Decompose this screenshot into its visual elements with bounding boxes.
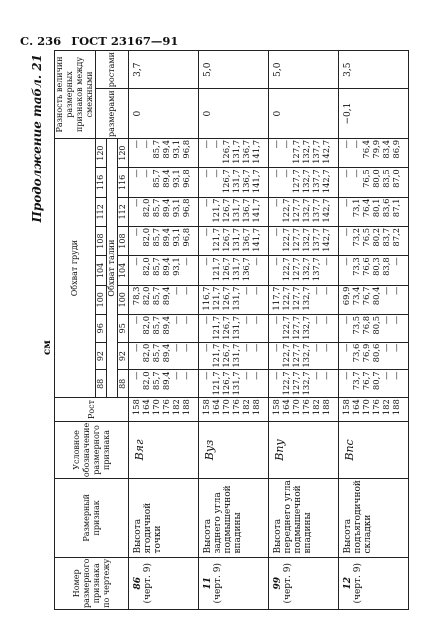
row-value-col-8: — — 126,7 131,7 136,7 141,7 [199,138,269,167]
col-hip: Обхват талии [107,138,118,397]
row-value-col-8: — — 85,7 89,4 93,1 96,8 [129,138,199,167]
hip-col-6: 112 [118,197,129,226]
row-value-col-1: — 73,6 76,9 80,6 — — [339,342,409,370]
row-diff-sizes: −0,1 [339,89,409,139]
chest-col-7: 116 [96,168,107,197]
row-number-value: 99 [273,577,283,590]
row-value-col-1: — 121,7 126,7 131,7 — — [199,342,269,370]
table-continuation: Продолжение табл. 21 [30,54,44,223]
row-value-col-6: — 73,1 76,4 80,1 83,6 87,1 [339,197,409,226]
row-number-sub: (черт. 9) [353,563,363,604]
col-diff-sizes: размерами [96,89,129,139]
row-number [269,557,339,609]
row-number-value: 12 [343,577,353,590]
table-row [269,51,339,610]
col-number: Номер размерного признака по чертежу [55,557,129,609]
chest-col-8: 120 [96,138,107,167]
hip-col-0: 88 [118,370,129,398]
row-value-col-7: — — 85,7 89,4 93,1 96,8 [129,168,199,197]
dimension-table [54,50,409,610]
chest-col-2: 96 [96,314,107,342]
chest-col-5: 108 [96,226,107,255]
row-value-col-7: — — 126,7 131,7 136,7 141,7 [199,168,269,197]
row-value-col-6: — 82,0 85,7 89,4 93,1 96,8 [129,197,199,226]
hip-col-2: 95 [118,314,129,342]
row-feature: Высота заднего угла подмышечной впадины [199,479,269,557]
col-feature: Размерный признак [55,479,129,557]
row-number [339,557,409,609]
page-number: С. 236 [20,34,62,48]
row-value-col-0: — 82,0 85,7 89,4 — — [129,370,199,398]
row-value-col-1: — 122,7 127,7 132,7 — — [269,342,339,370]
row-value-col-6: — 121,7 126,7 131,7 136,7 141,7 [199,197,269,226]
row-value-col-3: 116,7 121,7 126,7 131,7 — — [199,285,269,314]
row-value-col-2: — 82,0 85,7 89,4 — — [129,314,199,342]
row-value-col-2: — 121,7 126,7 131,7 — — [199,314,269,342]
row-number [199,557,269,609]
rotated-page [30,50,401,610]
row-symbol: Впс [339,421,409,478]
col-diff-heights: ростами [96,51,129,89]
row-value-col-0: — 121,7 126,7 131,7 — — [199,370,269,398]
row-value-col-0: — 122,7 127,7 132,7 — — [269,370,339,398]
table-row [129,51,199,610]
page-header [20,34,184,48]
hip-col-1: 92 [118,342,129,370]
row-feature: Высота ягодичной точки [129,479,199,557]
col-height: Рост [55,398,129,422]
row-value-col-4: — 73,3 76,6 80,3 83,8 — [339,256,409,285]
row-value-col-7: — — 76,5 80,0 83,5 87,0 [339,168,409,197]
row-value-col-5: — 73,2 76,5 80,2 83,7 87,2 [339,226,409,255]
hip-col-3: 100 [118,285,129,314]
row-heights: 158 164 170 176 182 188 [199,398,269,422]
row-value-col-4: — 82,0 85,7 89,4 93,1 — [129,256,199,285]
row-diff-sizes: 0 [269,89,339,139]
chest-col-6: 112 [96,197,107,226]
row-symbol: Вяг [129,421,199,478]
row-value-col-4: — 122,7 127,7 132,7 137,7 — [269,256,339,285]
row-number [129,557,199,609]
row-symbol: Вуз [199,421,269,478]
row-heights: 158 164 170 176 182 188 [129,398,199,422]
row-diff-heights: 5,0 [269,51,339,89]
unit-label: см [42,340,53,355]
hip-col-7: 116 [118,168,129,197]
row-value-col-5: — 82,0 85,7 89,4 93,1 96,8 [129,226,199,255]
row-value-col-5: — 122,7 127,7 132,7 137,7 142,7 [269,226,339,255]
row-feature: Высота переднего угла подмышечной впадины [269,479,339,557]
row-number-value: 86 [133,577,143,590]
col-symbol: Условное обозначение размерного признака [55,421,129,478]
col-diff: Разность величин размерных признаков между смежными [55,51,96,139]
chest-col-3: 100 [96,285,107,314]
row-value-col-8: — — 76,4 79,9 83,4 86,9 [339,138,409,167]
row-number-sub: (черт. 9) [143,563,153,604]
row-value-col-2: — 122,7 127,7 132,7 — — [269,314,339,342]
row-diff-heights: 5,0 [199,51,269,89]
row-value-col-0: — 73,7 76,7 80,7 — — [339,370,409,398]
row-value-col-4: — 121,7 126,7 131,7 136,7 — [199,256,269,285]
col-chest: Обхват груди [55,138,96,397]
row-diff-sizes: 0 [129,89,199,139]
row-value-col-3: 78,3 82,0 85,7 89,4 — — [129,285,199,314]
row-value-col-1: — 82,0 85,7 89,4 — — [129,342,199,370]
table-row [339,51,409,610]
table-row [199,51,269,610]
row-diff-heights: 3,7 [129,51,199,89]
row-feature: Высота подъягодичной складки [339,479,409,557]
row-number-value: 11 [203,577,213,590]
standard-code: ГОСТ 23167—91 [71,34,179,48]
row-value-col-6: — 122,7 127,7 132,7 137,7 142,7 [269,197,339,226]
row-heights: 158 164 170 176 182 188 [339,398,409,422]
chest-col-0: 88 [96,370,107,398]
chest-col-1: 92 [96,342,107,370]
hip-col-4: 104 [118,256,129,285]
row-symbol: Впу [269,421,339,478]
row-value-col-8: — — 127,7 132,7 137,7 142,7 [269,138,339,167]
chest-col-4: 104 [96,256,107,285]
row-number-sub: (черт. 9) [213,563,223,604]
hip-col-8: 120 [118,138,129,167]
hip-col-5: 108 [118,226,129,255]
row-value-col-3: 69,9 73,4 76,7 80,4 — — [339,285,409,314]
row-diff-heights: 3,5 [339,51,409,89]
row-value-col-7: — — 127,7 132,7 137,7 142,7 [269,168,339,197]
row-value-col-3: 117,7 122,7 127,7 132,7 — — [269,285,339,314]
row-value-col-5: — 121,7 126,7 131,7 136,7 141,7 [199,226,269,255]
row-diff-sizes: 0 [199,89,269,139]
row-number-sub: (черт. 9) [283,563,293,604]
row-value-col-2: — 73,5 76,8 80,5 — — [339,314,409,342]
row-heights: 158 164 170 176 182 188 [269,398,339,422]
